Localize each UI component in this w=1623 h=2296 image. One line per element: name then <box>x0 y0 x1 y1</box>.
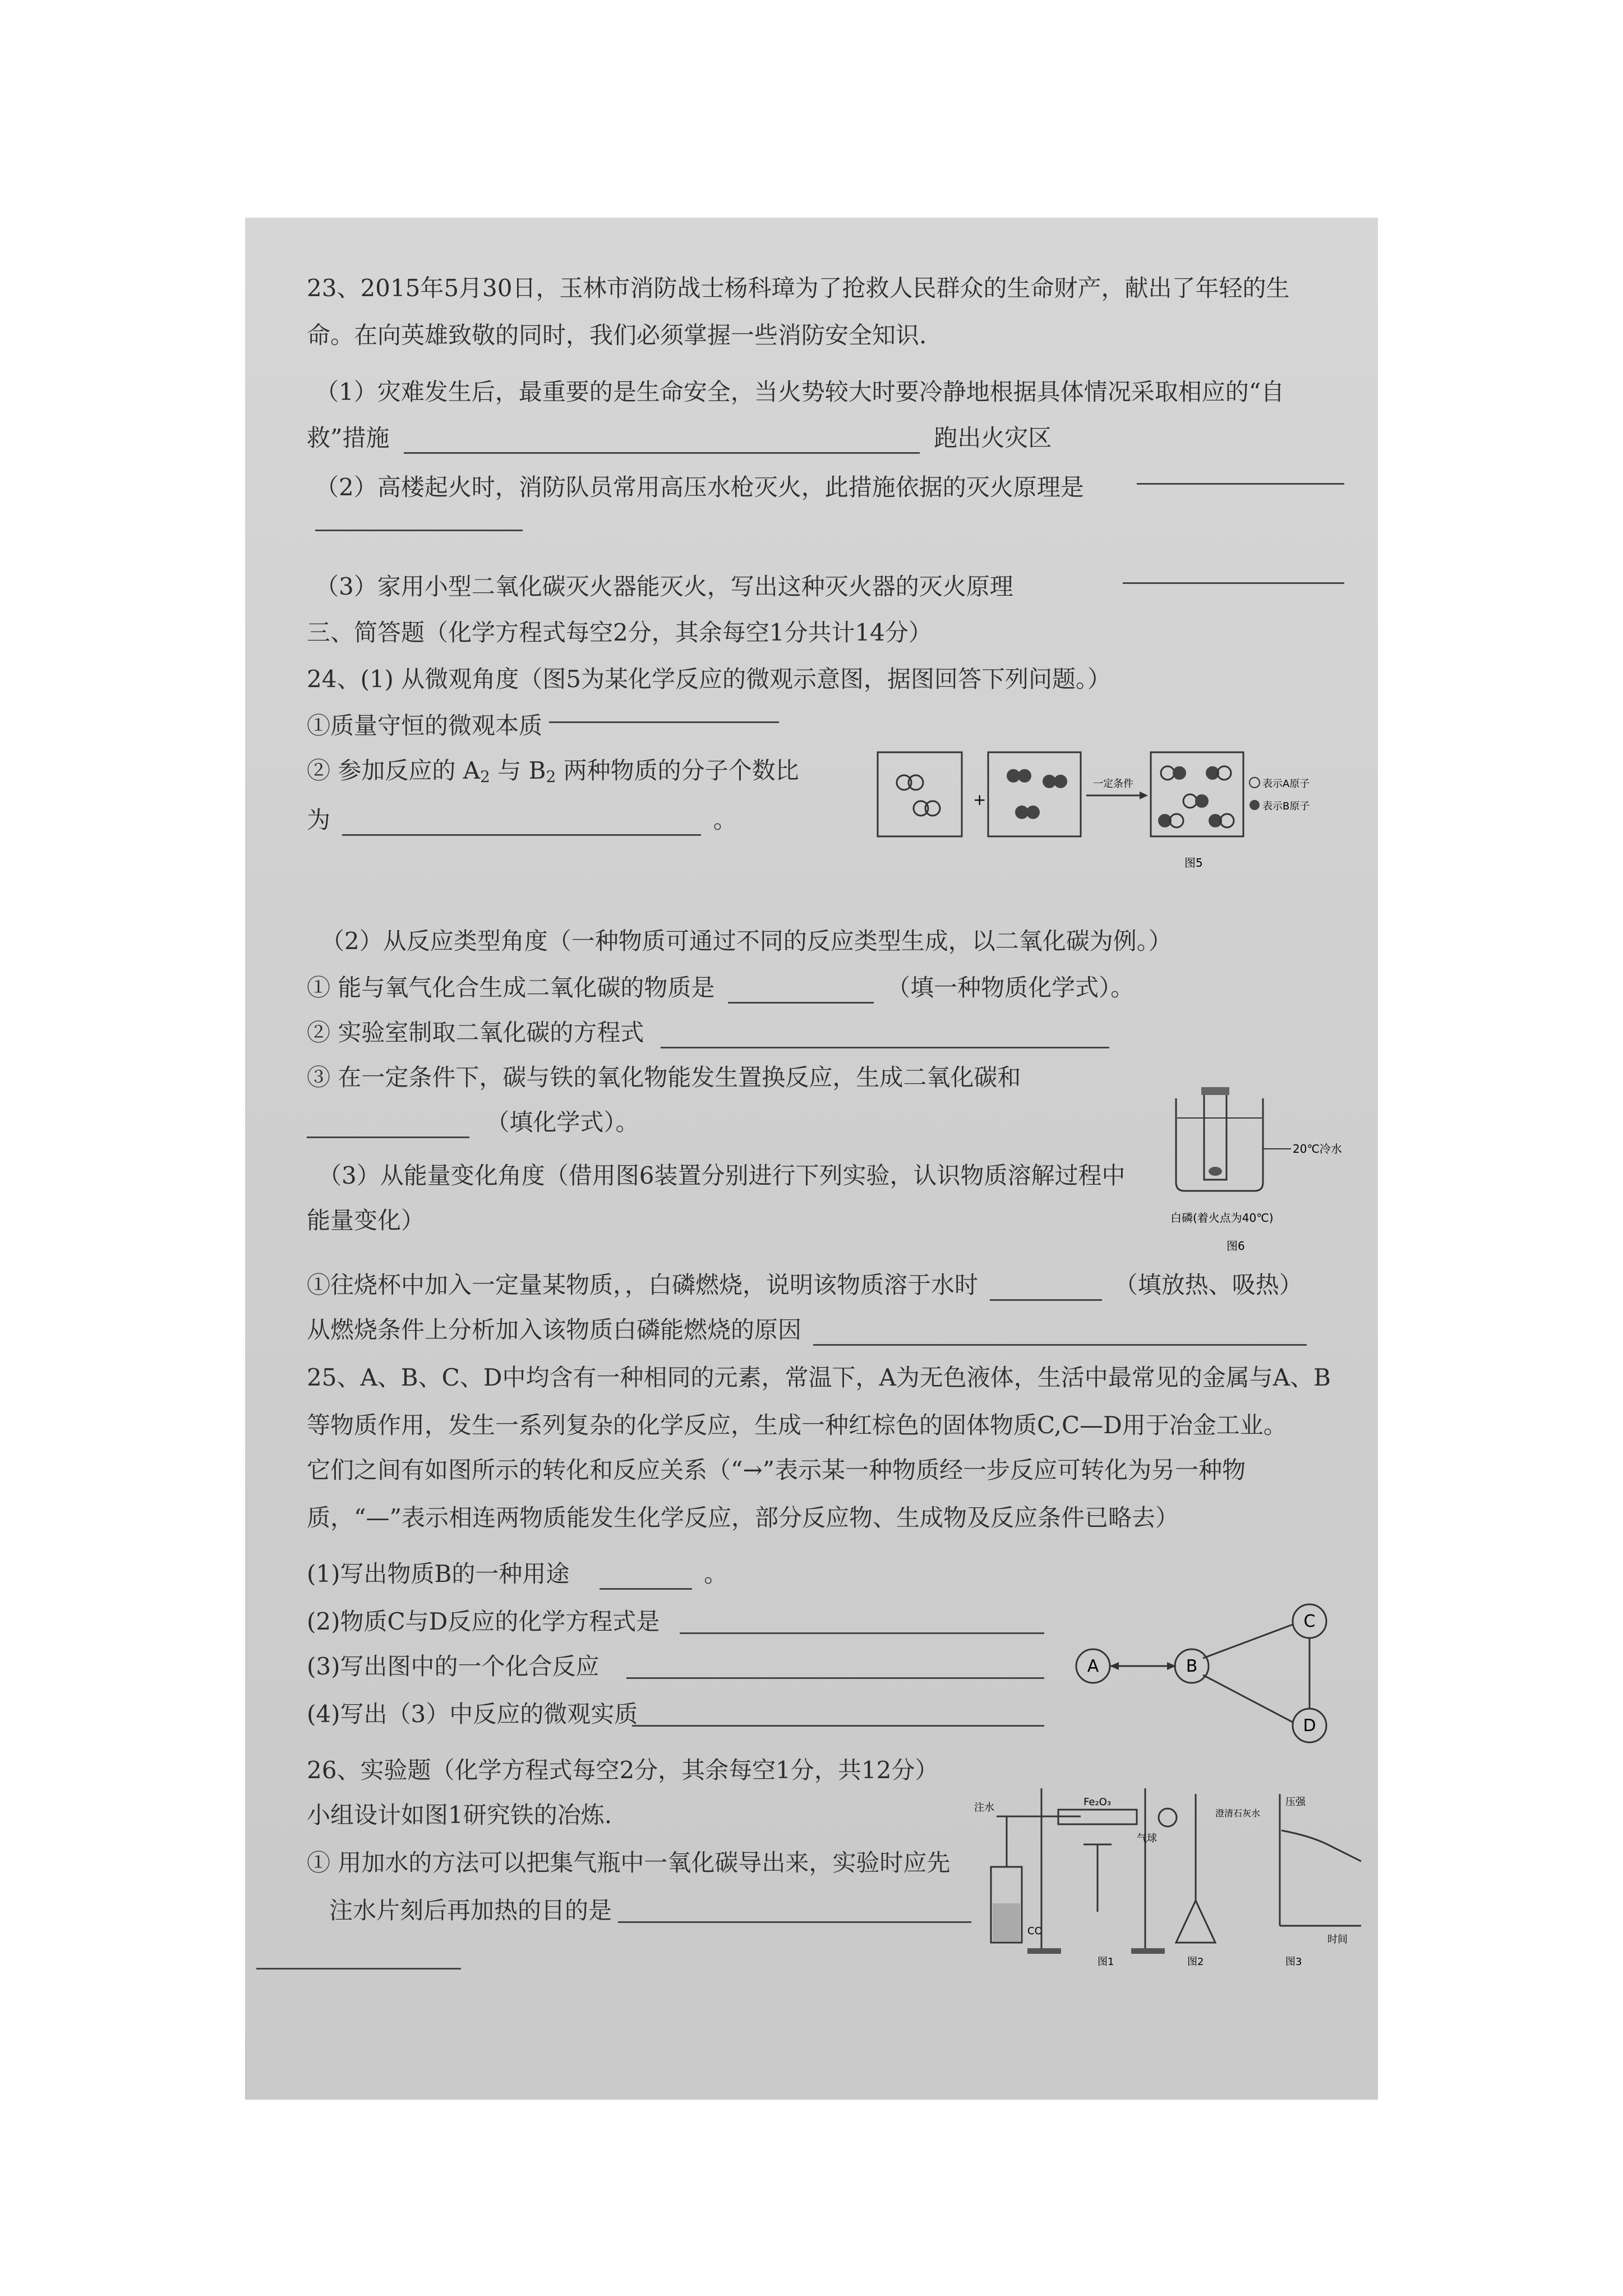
fig5-ab-molecules <box>1158 766 1234 827</box>
q24-reaction1-text: ① 能与氧气化合生成二氧化碳的物质是 <box>307 974 715 1001</box>
q26-apparatus-figure <box>974 1783 1367 1968</box>
fig6-phosphorus <box>1209 1167 1222 1176</box>
q24-part3-line1: （3）从能量变化角度（借用图6装置分别进行下列实验，认识物质溶解过程中 <box>318 1162 1126 1189</box>
figure-5-microscopic-diagram <box>873 742 1367 877</box>
node-a-label: A <box>1087 1657 1099 1676</box>
balloon-label: 气球 <box>1137 1833 1157 1844</box>
fig5-legend-b-icon <box>1249 800 1260 810</box>
q26-line3: 注水片刻后再加热的目的是 <box>329 1897 612 1924</box>
q24-item2 <box>307 755 799 793</box>
subscript-2: 2 <box>546 767 556 786</box>
q25-stem-line1: 25、A、B、C、D中均含有一种相同的元素，常温下，A为无色液体，生活中最常见的金属与A、B <box>307 1364 1331 1391</box>
q24-answer-blank-5[interactable] <box>307 1112 469 1138</box>
exam-sheet <box>245 218 1378 2100</box>
q24-answer-blank-7[interactable] <box>813 1319 1307 1346</box>
fig5-a2-molecules <box>897 775 940 816</box>
q23-part1-suffix: 跑出火灾区 <box>934 424 1052 452</box>
q23-answer-blank-2a[interactable] <box>1137 483 1344 485</box>
arrow-head-to-a <box>1110 1662 1119 1670</box>
q24-energy1 <box>307 1269 1303 1301</box>
q26-answer-blank-1b[interactable] <box>256 1968 461 1970</box>
subscript-2: 2 <box>480 767 490 786</box>
q24-item2-prefix: ② 参加反应的 A <box>307 757 481 784</box>
node-d-label: D <box>1303 1716 1316 1736</box>
q24-answer-blank-1[interactable] <box>549 721 779 723</box>
stand-base-2 <box>1131 1948 1165 1954</box>
q25-answer-blank-1[interactable] <box>600 1563 692 1590</box>
q24-reaction3-note: （填化学式）。 <box>486 1108 639 1136</box>
fig6-beaker <box>1176 1098 1263 1191</box>
q25-answer-blank-4[interactable] <box>632 1725 1044 1727</box>
time-label: 时间 <box>1327 1934 1348 1945</box>
q24-answer-blank-4[interactable] <box>661 1022 1109 1048</box>
node-b-label: B <box>1186 1657 1198 1676</box>
fig5-arrow-head <box>1140 792 1148 799</box>
q23-part2: （2）高楼起火时，消防队员常用高压水枪灭火，此措施依据的灭火原理是 <box>315 473 1084 501</box>
q23-stem-line1: 23、2015年5月30日，玉林市消防战士杨科璋为了抢救人民群众的生命财产，献出了年轻的生 <box>307 274 1290 302</box>
flask <box>1176 1839 1215 1943</box>
fig5-reactant-box-b <box>988 752 1081 836</box>
q23-answer-blank-2b[interactable] <box>315 530 523 531</box>
b-c-reaction-line <box>1203 1625 1293 1658</box>
node-c-label: C <box>1303 1612 1316 1631</box>
q24-energy1-note: （填放热、吸热） <box>1114 1271 1303 1299</box>
q24-item2-suffix: 两种物质的分子个数比 <box>563 757 799 784</box>
figure-6-beaker <box>1165 1087 1367 1278</box>
q24-energy1-text: ①往烧杯中加入一定量某物质，，白磷燃烧，说明该物质溶于水时 <box>307 1271 979 1299</box>
q24-reaction1 <box>307 972 1134 1004</box>
q24-answer-blank-6[interactable] <box>990 1274 1102 1301</box>
q24-item2-end: 。 <box>713 806 737 834</box>
q24-item1: ①质量守恒的微观本质 <box>307 712 543 739</box>
fig5-legend-b: 表示B原子 <box>1262 800 1310 812</box>
q25-question4: (4)写出（3）中反应的微观实质 <box>307 1700 638 1728</box>
q24-energy2 <box>307 1314 1307 1346</box>
q25-question2: (2)物质C与D反应的化学方程式是 <box>307 1608 660 1635</box>
q23-part1-line1: （1）灾难发生后，最重要的是生命安全，当火势较大时要冷静地根据具体情况采取相应的“自 <box>315 378 1285 406</box>
q26-answer-blank-1a[interactable] <box>618 1921 971 1923</box>
b-d-reaction-line <box>1203 1675 1293 1722</box>
co-label: CO <box>1027 1925 1043 1937</box>
q24-part2: （2）从反应类型角度（一种物质可通过不同的反应类型生成，以二氧化碳为例。） <box>321 927 1172 955</box>
q25-stem-line3: 它们之间有如图所示的转化和反应关系（“→”表示某一种物质经一步反应可转化为另一种物 <box>307 1456 1246 1484</box>
q23-part1-line2 <box>307 422 1052 454</box>
fig2-caption: 图2 <box>1187 1956 1204 1968</box>
q24-answer-blank-3[interactable] <box>728 977 874 1004</box>
q23-stem-line2: 命。在向英雄致敬的同时，我们必须掌握一些消防安全知识. <box>307 321 927 349</box>
q25-answer-blank-2[interactable] <box>680 1632 1044 1634</box>
fig6-phosphorus-label: 白磷(着火点为40℃) <box>1170 1211 1274 1225</box>
fig5-legend-a: 表示A原子 <box>1262 778 1310 790</box>
fig6-stopper <box>1201 1087 1229 1095</box>
stand-base-1 <box>1027 1948 1061 1954</box>
fig1-caption: 图1 <box>1098 1956 1114 1968</box>
fig5-caption: 图5 <box>1184 856 1203 869</box>
q26-line2: ① 用加水的方法可以把集气瓶中一氧化碳导出来，实验时应先 <box>307 1849 951 1876</box>
q25-question1 <box>307 1558 727 1590</box>
q24-item2-prefix2: 为 <box>307 806 331 834</box>
q24-reaction2-text: ② 实验室制取二氧化碳的方程式 <box>307 1019 644 1046</box>
q26-line1: 小组设计如图1研究铁的冶炼. <box>307 1801 612 1829</box>
water-inlet-label: 注水 <box>974 1802 994 1814</box>
balloon <box>1159 1809 1177 1826</box>
fe2o3-label: Fe₂O₃ <box>1083 1796 1112 1808</box>
q25-stem-line2: 等物质作用，发生一系列复杂的化学反应，生成一种红棕色的固体物质C,C—D用于冶金工业。 <box>307 1411 1287 1439</box>
fig5-b2-molecules <box>1007 769 1067 819</box>
q24-part1: 24、(1) 从微观角度（图5为某化学反应的微观示意图，据图回答下列问题。） <box>307 665 1112 693</box>
q24-part3-line2: 能量变化） <box>307 1207 425 1234</box>
fig6-water-label: 20℃冷水 <box>1293 1142 1342 1156</box>
q24-item2-mid: 与 B <box>497 757 546 784</box>
q25-answer-blank-3[interactable] <box>626 1677 1044 1679</box>
fig5-plus: + <box>973 790 986 809</box>
fig5-reactant-box-a <box>878 752 962 836</box>
q25-relation-diagram <box>1058 1603 1350 1755</box>
q24-energy2-text: 从燃烧条件上分析加入该物质白磷能燃烧的原因 <box>307 1316 802 1343</box>
fig5-arrow-label: 一定条件 <box>1093 778 1133 790</box>
q24-reaction3: ③ 在一定条件下，碳与铁的氧化物能发生置换反应，生成二氧化碳和 <box>307 1064 1021 1091</box>
q25-stem-line4: 质，“—”表示相连两物质能发生化学反应，部分反应物、生成物及反应条件已略去） <box>307 1504 1179 1531</box>
q25-question1-text: (1)写出物质B的一种用途 <box>307 1560 570 1588</box>
q24-item2-line2 <box>307 804 737 836</box>
q23-answer-blank-3[interactable] <box>1123 582 1344 584</box>
q24-reaction3-line2 <box>307 1107 639 1138</box>
q25-question1-end: 。 <box>704 1560 728 1588</box>
q23-part3: （3）家用小型二氧化碳灭火器能灭火，写出这种灭火器的灭火原理 <box>315 573 1013 600</box>
fig3-caption: 图3 <box>1285 1956 1302 1968</box>
solution-label: 澄清石灰水 <box>1215 1808 1261 1819</box>
q23-part1-prefix: 救”措施 <box>307 424 390 452</box>
q26-title: 26、实验题（化学方程式每空2分，其余每空1分，共12分） <box>307 1756 939 1784</box>
q24-answer-blank-2[interactable] <box>342 809 701 836</box>
q23-answer-blank-1[interactable] <box>404 427 920 454</box>
fig6-caption: 图6 <box>1227 1239 1245 1253</box>
q24-reaction1-note: （填一种物质化学式）。 <box>887 974 1135 1001</box>
q25-question3: (3)写出图中的一个化合反应 <box>307 1653 600 1680</box>
q24-reaction2 <box>307 1017 1109 1048</box>
fig6-test-tube <box>1204 1087 1227 1180</box>
fig5-legend-a-icon <box>1249 777 1260 788</box>
gas-bottle-water <box>993 1903 1020 1941</box>
section-3-header: 三、简答题（化学方程式每空2分，其余每空1分共计14分） <box>307 619 932 646</box>
pressure-curve <box>1281 1830 1361 1861</box>
pressure-label: 压强 <box>1285 1796 1306 1808</box>
